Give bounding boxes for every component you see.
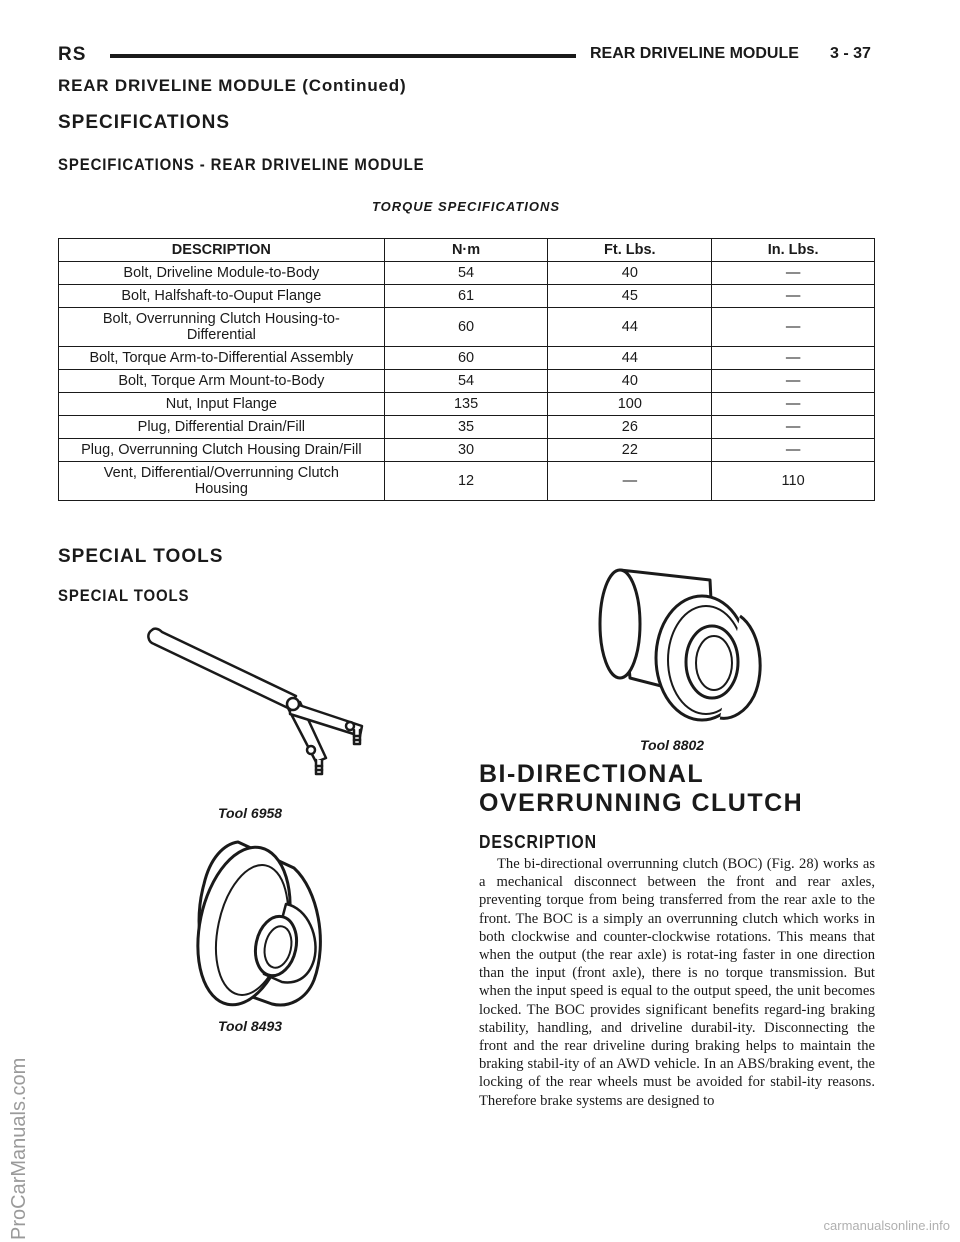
driver-cup-illustration: [590, 560, 770, 730]
row-in: —: [712, 285, 875, 308]
row-nm: 54: [384, 370, 548, 393]
row-ft: 44: [548, 347, 712, 370]
row-ft: 26: [548, 416, 712, 439]
row-ft: 22: [548, 439, 712, 462]
row-nm: 30: [384, 439, 548, 462]
row-in: —: [712, 262, 875, 285]
continued-title: REAR DRIVELINE MODULE (Continued): [58, 76, 407, 95]
boc-heading-line1: BI-DIRECTIONAL: [479, 760, 705, 788]
col-description: DESCRIPTION: [59, 239, 385, 262]
row-description: Vent, Differential/Overrunning Clutch Housing: [59, 462, 385, 501]
col-ft-lbs: Ft. Lbs.: [548, 239, 712, 262]
table-row: [59, 262, 875, 285]
row-description: Plug, Differential Drain/Fill: [59, 416, 385, 439]
table-row: [59, 347, 875, 370]
row-nm: 60: [384, 308, 548, 347]
row-nm: 54: [384, 262, 548, 285]
installer-disc-illustration: [190, 834, 340, 1014]
tool-8493-caption: Tool 8493: [218, 1018, 283, 1034]
row-ft: 40: [548, 370, 712, 393]
row-in: 110: [712, 462, 875, 501]
table-caption: TORQUE SPECIFICATIONS: [371, 199, 561, 214]
page-number: 3 - 37: [830, 45, 871, 62]
table-row: [59, 462, 875, 501]
row-description: Bolt, Overrunning Clutch Housing-to- Differential: [59, 308, 385, 347]
row-nm: 135: [384, 393, 548, 416]
row-ft: 100: [548, 393, 712, 416]
row-nm: 35: [384, 416, 548, 439]
boc-heading-line2: OVERRUNNING CLUTCH: [479, 789, 804, 817]
bottom-watermark: carmanualsonline.info: [823, 1218, 950, 1233]
row-in: —: [712, 416, 875, 439]
row-description: Plug, Overrunning Clutch Housing Drain/Fill: [59, 439, 385, 462]
table-row: [59, 285, 875, 308]
table-header-row: [59, 239, 875, 262]
specifications-subheading: SPECIFICATIONS - REAR DRIVELINE MODULE: [58, 155, 425, 174]
boc-description-paragraph: The bi-directional overrunning clutch (BOC) (Fig. 28) works as a mechanical disconnect between the front and rear axles, preventing torque from being transferred from the rear axle to the front. The BOC is a simply an overrunning clutch which works in both clockwise and counter-clockwise rotations. This means that when the output (the rear axle) is rotat-ing faster in one direction than the input (front axle), there is no torque transmission. But when the input speed is equal to the output speed, the unit becomes locked. The BOC provides significant benefits regard-ing braking stability, handling, and driveline durabil-ity. Disconnecting the front and the rear driveline during braking helps to maintain the braking stabil-ity of an AWD vehicle. In an ABS/braking event, the locking of the rear wheels must be avoided for stabil-ity reasons. Therefore brake systems are designed to: [479, 856, 875, 1109]
row-nm: 61: [384, 285, 548, 308]
row-ft: —: [548, 462, 712, 501]
row-description: Bolt, Torque Arm Mount-to-Body: [59, 370, 385, 393]
row-ft: 44: [548, 308, 712, 347]
special-tools-subheading: SPECIAL TOOLS: [58, 586, 190, 605]
row-ft: 40: [548, 262, 712, 285]
header-title: REAR DRIVELINE MODULE: [590, 45, 799, 62]
description-subheading: DESCRIPTION: [479, 832, 597, 852]
row-in: —: [712, 439, 875, 462]
row-in: —: [712, 370, 875, 393]
row-in: —: [712, 393, 875, 416]
side-watermark: ProCarManuals.com: [8, 1057, 30, 1240]
special-tools-heading: SPECIAL TOOLS: [58, 546, 224, 567]
header-rule: [110, 54, 576, 58]
col-in-lbs: In. Lbs.: [712, 239, 875, 262]
table-row: [59, 439, 875, 462]
row-nm: 60: [384, 347, 548, 370]
header-section-code: RS: [58, 44, 87, 65]
table-row: [59, 416, 875, 439]
tool-6958-caption: Tool 6958: [218, 805, 283, 821]
row-in: —: [712, 347, 875, 370]
row-ft: 45: [548, 285, 712, 308]
row-description: Bolt, Driveline Module-to-Body: [59, 262, 385, 285]
table-row: [59, 308, 875, 347]
col-nm: N·m: [384, 239, 548, 262]
row-description: Bolt, Halfshaft-to-Ouput Flange: [59, 285, 385, 308]
row-in: —: [712, 308, 875, 347]
row-description: Nut, Input Flange: [59, 393, 385, 416]
boc-heading: [479, 760, 803, 818]
row-description: Bolt, Torque Arm-to-Differential Assembly: [59, 347, 385, 370]
spanner-wrench-illustration: [140, 622, 380, 782]
torque-spec-table: [58, 238, 875, 501]
row-nm: 12: [384, 462, 548, 501]
table-row: [59, 370, 875, 393]
tool-8802-caption: Tool 8802: [640, 737, 705, 753]
table-row: [59, 393, 875, 416]
specifications-heading: SPECIFICATIONS: [58, 112, 230, 133]
